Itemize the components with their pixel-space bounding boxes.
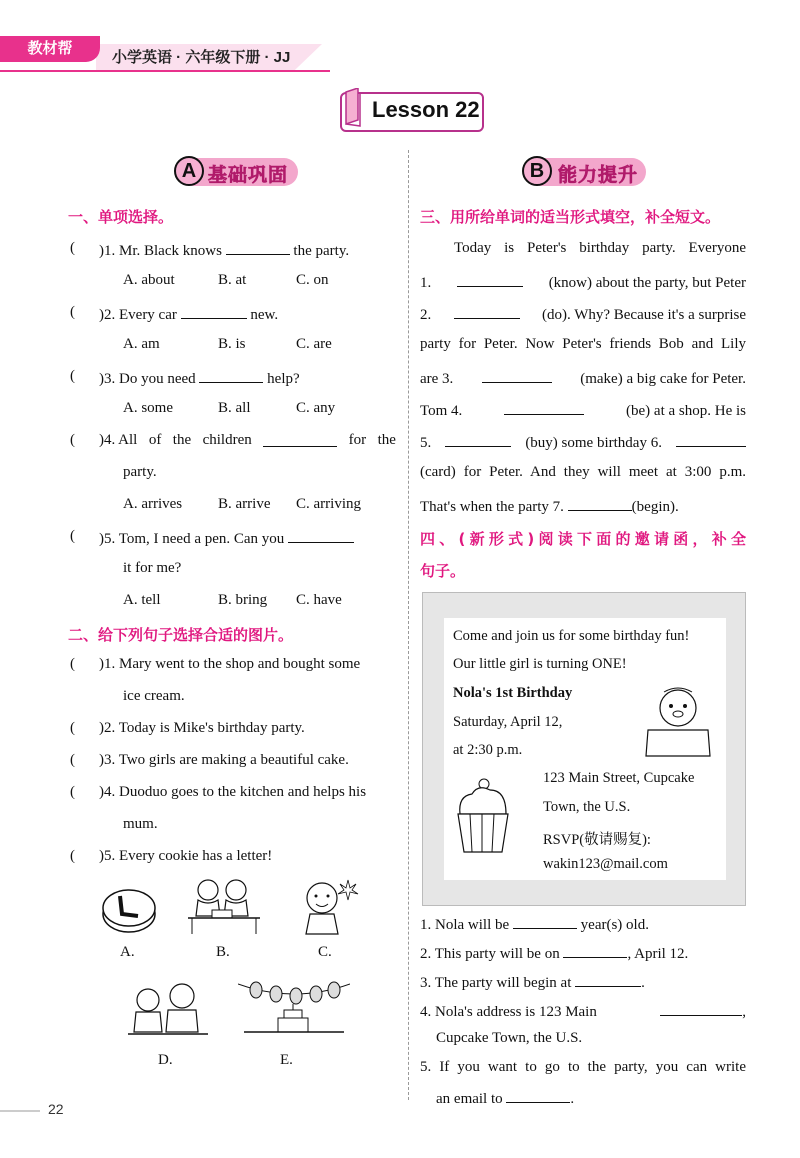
q3-option-b[interactable]: B. all [218, 400, 251, 416]
header-line [0, 70, 330, 72]
q5-option-c[interactable]: C. have [296, 592, 342, 608]
p2-q3-paren: ( [70, 752, 75, 768]
q4-option-a[interactable]: A. arrives [123, 496, 183, 512]
picture-c-label: C. [318, 944, 332, 960]
q5-option-b[interactable]: B. bring [218, 592, 268, 608]
q1-option-c[interactable]: C. on [296, 272, 329, 288]
q2-option-a[interactable]: A. am [123, 336, 160, 352]
picture-d-kitchen [126, 980, 210, 1042]
p2-q5-paren: ( [70, 848, 75, 864]
picture-b-label: B. [216, 944, 230, 960]
section-a-label: 基础巩固 [208, 165, 289, 186]
q2-option-b[interactable]: B. is [218, 336, 246, 352]
book-title: 小学英语 · 六年级下册 · JJ [112, 49, 291, 66]
q3-stem: )3. Do you need help? [99, 368, 300, 388]
q4-stem-cont: party. [123, 464, 157, 480]
section-b-label: 能力提升 [558, 165, 639, 186]
card-line-1: Come and join us for some birthday fun! [453, 628, 690, 644]
p3-line-3: 2. (do). Why? Because it's a surprise [420, 304, 746, 324]
column-divider [408, 150, 409, 1100]
card-time: at 2:30 p.m. [453, 742, 523, 758]
baby-girl-icon [644, 682, 714, 758]
picture-a-cookie [100, 884, 158, 936]
p2-q5: )5. Every cookie has a letter! [99, 848, 273, 864]
q2-paren: ( [70, 304, 75, 320]
p4-q4-cont: Cupcake Town, the U.S. [436, 1030, 583, 1046]
lesson-title: Lesson 22 [372, 97, 480, 122]
q3-option-a[interactable]: A. some [123, 400, 173, 416]
p3-line-6: Tom 4. (be) at a shop. He is [420, 400, 746, 420]
picture-e-birthday-cake [238, 974, 350, 1044]
q4-paren: ( [70, 432, 75, 448]
card-line-2: Our little girl is turning ONE! [453, 656, 627, 672]
p3-line-5: are 3. (make) a big cake for Peter. [420, 368, 746, 388]
q2-stem: )2. Every car new. [99, 304, 278, 324]
p2-q4-cont: mum. [123, 816, 158, 832]
p2-q2: )2. Today is Mike's birthday party. [99, 720, 305, 736]
card-rsvp: RSVP(敬请赐复): [543, 832, 651, 848]
q5-stem: )5. Tom, I need a pen. Can you [99, 528, 354, 548]
header-tag: 教材帮 [0, 36, 100, 62]
q1-paren: ( [70, 240, 75, 256]
card-address-2: Town, the U.S. [543, 799, 631, 815]
p2-q1: )1. Mary went to the shop and bought some [99, 656, 361, 672]
q4-stem: )4. All of the children for the [99, 432, 396, 448]
p3-line-4: party for Peter. Now Peter's friends Bob and Lily [420, 336, 746, 352]
q3-option-c[interactable]: C. any [296, 400, 336, 416]
picture-a-label: A. [120, 944, 135, 960]
p4-q5-cont: an email to . [436, 1088, 574, 1108]
page-number: 22 [48, 1101, 64, 1117]
p2-q2-paren: ( [70, 720, 75, 736]
p2-q4: )4. Duoduo goes to the kitchen and helps his [99, 784, 367, 800]
card-email: wakin123@mail.com [543, 856, 668, 872]
section-a-letter: A [174, 156, 204, 186]
q5-option-a[interactable]: A. tell [123, 592, 161, 608]
q1-option-a[interactable]: A. about [123, 272, 175, 288]
p2-q4-paren: ( [70, 784, 75, 800]
q4-option-b[interactable]: B. arrive [218, 496, 271, 512]
card-title: Nola's 1st Birthday [453, 685, 573, 701]
book-icon [342, 88, 364, 128]
invitation-card [444, 618, 726, 880]
p2-q1-paren: ( [70, 656, 75, 672]
part4-heading: 四、(新形式)阅读下面的邀请函，补全 [420, 530, 746, 548]
p2-q3: )3. Two girls are making a beautiful cake. [99, 752, 349, 768]
q1-stem: )1. Mr. Black knows the party. [99, 240, 349, 260]
picture-b-girls-cake [186, 876, 262, 936]
q4-option-c[interactable]: C. arriving [296, 496, 361, 512]
part4-heading-cont: 句子。 [420, 562, 466, 580]
section-b-letter: B [522, 156, 552, 186]
q1-option-b[interactable]: B. at [218, 272, 247, 288]
picture-d-label: D. [158, 1052, 173, 1068]
p3-line-7: 5. (buy) some birthday 6. [420, 432, 746, 452]
p4-q4: 4. Nola's address is 123 Main , [420, 1001, 746, 1021]
q3-paren: ( [70, 368, 75, 384]
p2-q1-cont: ice cream. [123, 688, 185, 704]
p3-line-2: 1. (know) about the party, but Peter [420, 272, 746, 292]
card-date: Saturday, April 12, [453, 714, 563, 730]
p3-line-9: That's when the party 7. (begin). [420, 496, 679, 516]
q5-stem-cont: it for me? [123, 560, 182, 576]
cupcake-icon [452, 776, 514, 856]
p4-q2: 2. This party will be on , April 12. [420, 943, 688, 963]
p4-q1: 1. Nola will be year(s) old. [420, 914, 649, 934]
picture-c-boy-party [298, 876, 360, 936]
picture-e-label: E. [280, 1052, 293, 1068]
q2-option-c[interactable]: C. are [296, 336, 332, 352]
p4-q5: 5. If you want to go to the party, you can write [420, 1059, 746, 1075]
q5-paren: ( [70, 528, 75, 544]
part2-heading: 二、给下列句子选择合适的图片。 [68, 626, 294, 644]
part3-heading: 三、用所给单词的适当形式填空，补全短文。 [420, 208, 721, 226]
p3-line-8: (card) for Peter. And they will meet at 3:00 p.m. [420, 464, 746, 480]
card-address-1: 123 Main Street, Cupcake [543, 770, 695, 786]
part1-heading: 一、单项选择。 [68, 208, 174, 226]
page-number-line [0, 1110, 40, 1112]
p3-line-1: Today is Peter's birthday party. Everyone [454, 240, 746, 256]
p4-q3: 3. The party will begin at . [420, 972, 645, 992]
